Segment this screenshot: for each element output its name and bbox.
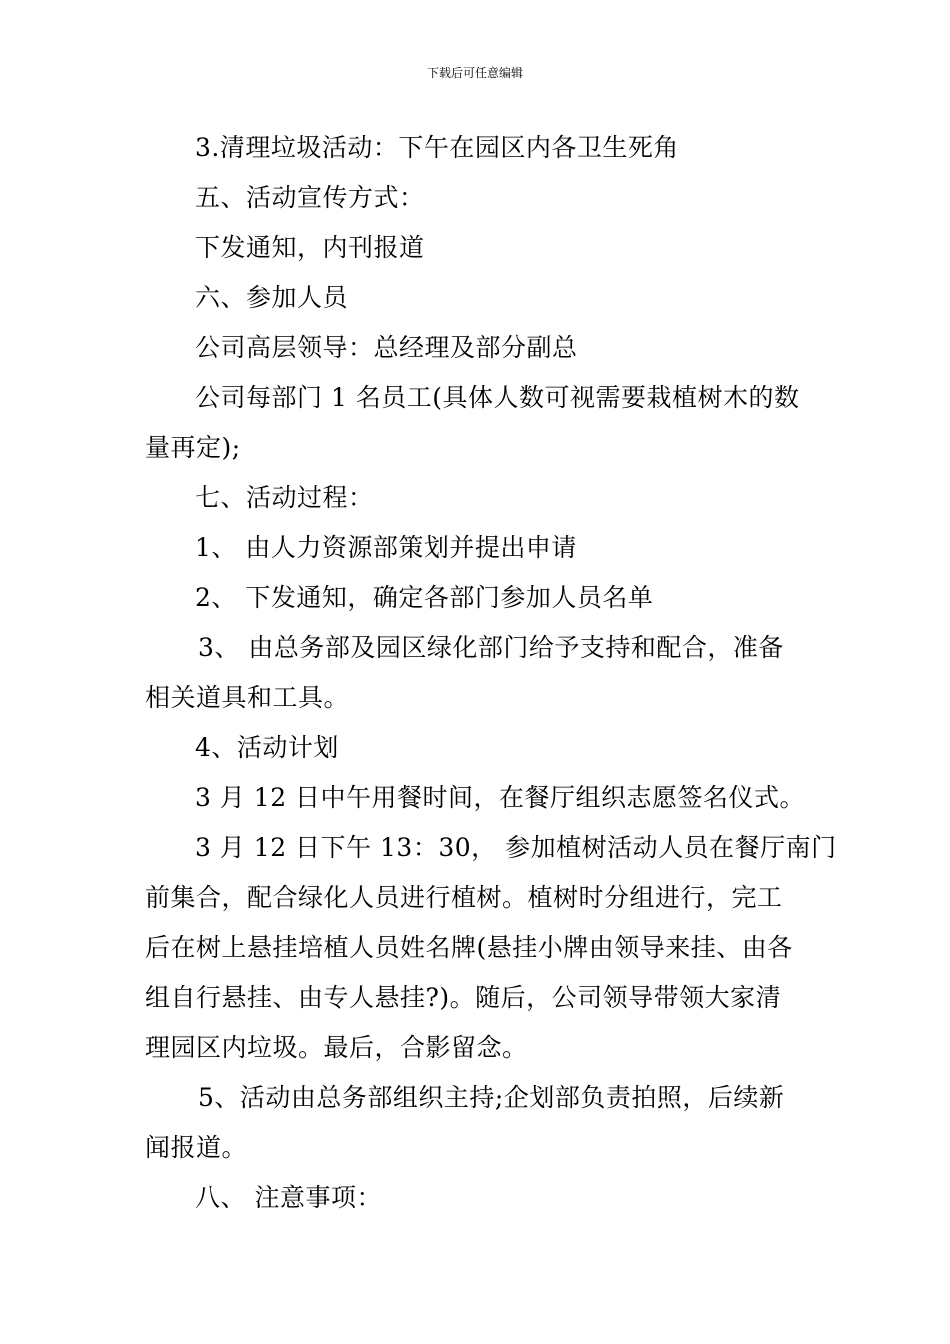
page-header: 下载后可任意编辑 — [426, 66, 523, 80]
text-line: 相关道具和工具。 — [145, 683, 350, 712]
section-heading: 七、活动过程： — [195, 483, 374, 512]
text-line: 下发通知，内刊报道 — [195, 233, 425, 262]
text-line: 3.清理垃圾活动：下午在园区内各卫生死角 — [195, 133, 679, 162]
list-item: 5、活动由总务部组织主持;企划部负责拍照，后续新 — [198, 1083, 785, 1112]
list-item: 4、活动计划 — [195, 733, 339, 762]
text-line: 前集合，配合绿化人员进行植树。植树时分组进行，完工 — [145, 883, 783, 912]
list-item: 1、 由人力资源部策划并提出申请 — [195, 533, 577, 562]
list-item: 2、 下发通知，确定各部门参加人员名单 — [195, 583, 654, 612]
section-heading: 五、活动宣传方式： — [195, 183, 425, 212]
section-heading: 八、 注意事项： — [195, 1183, 382, 1212]
text-line: 理园区内垃圾。最后，合影留念。 — [145, 1033, 528, 1062]
text-line: 组自行悬挂、由专人悬挂?)。随后，公司领导带领大家清 — [145, 983, 782, 1012]
text-line: 3 月 12 日中午用餐时间，在餐厅组织志愿签名仪式。 — [195, 783, 806, 812]
text-line: 3 月 12 日下午 13：30， 参加植树活动人员在餐厅南门 — [195, 833, 837, 862]
section-heading: 六、参加人员 — [195, 283, 349, 312]
text-line: 后在树上悬挂培植人员姓名牌(悬挂小牌由领导来挂、由各 — [145, 933, 793, 962]
text-line: 量再定); — [145, 433, 241, 462]
list-item: 3、 由总务部及园区绿化部门给予支持和配合，准备 — [198, 633, 784, 662]
text-line: 闻报道。 — [145, 1133, 248, 1162]
text-line: 公司每部门 1 名员工(具体人数可视需要栽植树木的数 — [195, 383, 800, 412]
text-line: 公司高层领导：总经理及部分副总 — [195, 333, 578, 362]
